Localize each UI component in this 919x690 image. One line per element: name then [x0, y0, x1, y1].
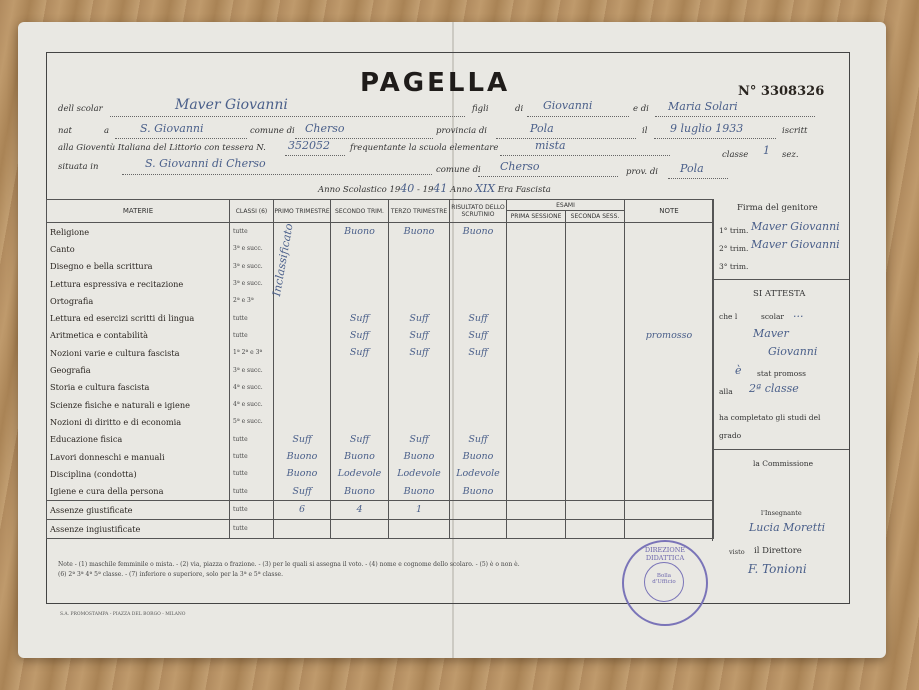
- label-e-di: e di: [633, 104, 649, 114]
- exam-second-session-cell: [566, 258, 625, 275]
- second-term-cell: Suff: [331, 431, 389, 448]
- label-comune-di: comune di: [250, 126, 295, 136]
- exam-second-session-cell: [566, 223, 625, 241]
- exam-second-session-cell: [566, 413, 625, 430]
- table-row: [47, 361, 714, 378]
- absence-note-cell: [625, 519, 714, 538]
- exam-first-session-cell: [507, 258, 566, 275]
- tessera-number: 352052: [288, 139, 330, 152]
- note-cell: [625, 344, 714, 361]
- first-term-vertical-note: Inclassificato: [270, 222, 296, 298]
- absence-row: [47, 500, 714, 519]
- label-frequentante: frequentante la scuola elementare: [350, 143, 499, 153]
- classes-cell: 4ª e succ.: [230, 379, 274, 396]
- table-row: [47, 344, 714, 361]
- note-cell: [625, 431, 714, 448]
- second-term-cell: Buono: [331, 448, 389, 465]
- subject-cell: Lettura espressiva e recitazione: [47, 275, 230, 292]
- absence-classes-cell: tutte: [230, 500, 274, 519]
- exam-first-session-cell: [507, 275, 566, 292]
- absence-t3-cell: [389, 519, 450, 538]
- header-materie: MATERIE: [47, 200, 230, 223]
- third-term-cell: [389, 413, 450, 430]
- absence-label-cell: Assenze ingiustificate: [47, 519, 230, 538]
- page-title: PAGELLA: [360, 68, 511, 98]
- first-term-cell: Suff: [274, 431, 331, 448]
- subject-cell: Educazione fisica: [47, 431, 230, 448]
- table-row: [47, 327, 714, 344]
- third-term-cell: [389, 275, 450, 292]
- third-term-cell: [389, 379, 450, 396]
- table-row: [47, 258, 714, 275]
- exam-first-session-cell: [507, 292, 566, 309]
- first-term-cell: [274, 344, 331, 361]
- second-term-cell: [331, 258, 389, 275]
- exam-first-session-cell: [507, 361, 566, 378]
- result-cell: Buono: [450, 448, 507, 465]
- subject-cell: Aritmetica e contabilità: [47, 327, 230, 344]
- second-term-cell: [331, 361, 389, 378]
- label-sez: sez.: [782, 150, 799, 160]
- table-row: [47, 275, 714, 292]
- header-esami: ESAMI: [507, 200, 625, 211]
- exam-first-session-cell: [507, 413, 566, 430]
- parent-signature-1: Maver Giovanni: [751, 220, 840, 233]
- commissione-label: la Commissione: [753, 459, 814, 468]
- table-row: [47, 309, 714, 326]
- subject-cell: Ortografia: [47, 292, 230, 309]
- exam-second-session-cell: [566, 465, 625, 482]
- third-term-cell: Buono: [389, 223, 450, 241]
- table-row: [47, 223, 714, 241]
- second-term-cell: [331, 275, 389, 292]
- note-cell: [625, 309, 714, 326]
- note-cell: [625, 361, 714, 378]
- province: Pola: [530, 122, 554, 135]
- subject-cell: Canto: [47, 240, 230, 257]
- absence-row: [47, 519, 714, 538]
- father-name: Giovanni: [543, 99, 593, 112]
- result-cell: Lodevole: [450, 465, 507, 482]
- insegnante-label: l'Insegnante: [761, 509, 802, 517]
- subject-cell: Geografia: [47, 361, 230, 378]
- stat-label: stat promoss: [757, 369, 806, 378]
- result-cell: Buono: [450, 223, 507, 241]
- absence-result-cell: [450, 500, 507, 519]
- stat-hw: è: [735, 364, 742, 377]
- parent-signature-2: Maver Giovanni: [751, 238, 840, 251]
- label-figli: figli: [472, 104, 489, 114]
- note-cell: [625, 379, 714, 396]
- result-cell: [450, 292, 507, 309]
- note-cell: [625, 413, 714, 430]
- footnotes: Note - (1) maschile femminile o mista. - (2) via, piazza o frazione. - (3) per le quali si assegna il voto. - (4) nome e cognome dello scolaro. - (5) è o non è. (6) 2ª 3ª 4ª 5ª classe. - (7) inferiore o superiore, solo per la 3ª e 5ª classe.: [58, 561, 520, 578]
- serial-number: N° 3308326: [738, 84, 825, 99]
- third-term-cell: Suff: [389, 309, 450, 326]
- alla-label: alla: [719, 387, 733, 396]
- second-term-cell: [331, 240, 389, 257]
- first-term-cell: [274, 361, 331, 378]
- result-cell: [450, 275, 507, 292]
- absence-exam1-cell: [507, 500, 566, 519]
- second-term-cell: [331, 292, 389, 309]
- third-term-cell: Suff: [389, 327, 450, 344]
- classes-cell: tutte: [230, 465, 274, 482]
- note-cell: [625, 223, 714, 241]
- second-term-cell: Buono: [331, 482, 389, 500]
- second-term-cell: Suff: [331, 327, 389, 344]
- subject-cell: Nozioni di diritto e di economia: [47, 413, 230, 430]
- absence-exam1-cell: [507, 519, 566, 538]
- note-cell: [625, 240, 714, 257]
- school-year-line: Anno Scolastico 1940 - 1941 Anno XIX Era Fascista: [318, 182, 551, 195]
- location-prov: Pola: [680, 162, 704, 175]
- second-term-cell: Lodevole: [331, 465, 389, 482]
- classes-cell: 4ª e succ.: [230, 396, 274, 413]
- exam-second-session-cell: [566, 240, 625, 257]
- third-term-cell: Buono: [389, 482, 450, 500]
- first-term-cell: Suff: [274, 482, 331, 500]
- exam-second-session-cell: [566, 309, 625, 326]
- table-row: [47, 465, 714, 482]
- scolar-hw: ...: [793, 307, 804, 320]
- exam-first-session-cell: [507, 309, 566, 326]
- third-term-cell: [389, 258, 450, 275]
- insegnante-signature: Lucia Moretti: [749, 521, 826, 534]
- result-cell: Suff: [450, 327, 507, 344]
- third-term-cell: [389, 361, 450, 378]
- table-row: [47, 482, 714, 500]
- label-provincia-di: provincia di: [436, 126, 488, 136]
- first-term-cell: Buono: [274, 465, 331, 482]
- header-secondo: SECONDO TRIM.: [331, 200, 389, 223]
- header-note: NOTE: [625, 200, 714, 223]
- exam-second-session-cell: [566, 344, 625, 361]
- absence-note-cell: [625, 500, 714, 519]
- label-nat: nat: [58, 126, 72, 136]
- side-panel: [712, 199, 849, 541]
- label-classe: classe: [722, 150, 749, 160]
- subject-cell: Nozioni varie e cultura fascista: [47, 344, 230, 361]
- student-name: Maver Giovanni: [175, 97, 288, 113]
- third-term-cell: [389, 396, 450, 413]
- exam-second-session-cell: [566, 448, 625, 465]
- mother-name: Maria Solari: [668, 100, 738, 113]
- exam-first-session-cell: [507, 448, 566, 465]
- trim3-label: 3° trim.: [719, 262, 749, 271]
- result-cell: [450, 379, 507, 396]
- alla-hw: 2ª classe: [749, 382, 799, 395]
- header-seconda-sess: SECONDA SESS.: [566, 211, 625, 223]
- third-term-cell: Buono: [389, 448, 450, 465]
- official-stamp: DIREZIONE DIDATTICA Bolla d'Ufficio: [622, 540, 708, 626]
- note-cell: [625, 292, 714, 309]
- header-classi: CLASSI (6): [230, 200, 274, 223]
- classes-cell: 3ª e succ.: [230, 361, 274, 378]
- exam-first-session-cell: [507, 431, 566, 448]
- exam-first-session-cell: [507, 379, 566, 396]
- classes-cell: 3ª e succ.: [230, 258, 274, 275]
- attest-surname: Maver: [753, 327, 789, 340]
- label-a: a: [104, 126, 110, 136]
- table-row: [47, 448, 714, 465]
- exam-second-session-cell: [566, 275, 625, 292]
- exam-first-session-cell: [507, 465, 566, 482]
- label-comune-di-2: comune di: [436, 165, 481, 175]
- exam-first-session-cell: [507, 223, 566, 241]
- note-cell: [625, 482, 714, 500]
- header-prima-sessione: PRIMA SESSIONE: [507, 211, 566, 223]
- header-terzo: TERZO TRIMESTRE: [389, 200, 450, 223]
- first-term-cell: [274, 396, 331, 413]
- exam-second-session-cell: [566, 379, 625, 396]
- third-term-cell: [389, 240, 450, 257]
- scolar-label: scolar: [761, 312, 785, 321]
- subject-cell: Igiene e cura della persona: [47, 482, 230, 500]
- classes-cell: tutte: [230, 327, 274, 344]
- result-cell: [450, 361, 507, 378]
- absence-t3-cell: 1: [389, 500, 450, 519]
- label-di: di: [515, 104, 524, 114]
- table-row: [47, 292, 714, 309]
- che-label: che l: [719, 312, 738, 321]
- absence-t1-cell: 6: [274, 500, 331, 519]
- classes-cell: 3ª e succ.: [230, 275, 274, 292]
- classes-cell: 2ª e 3ª: [230, 292, 274, 309]
- classes-cell: tutte: [230, 223, 274, 241]
- table-row: [47, 240, 714, 257]
- note-cell: [625, 448, 714, 465]
- first-term-cell: [274, 413, 331, 430]
- birth-comune: Cherso: [305, 122, 345, 135]
- classes-cell: 1ª 2ª e 3ª: [230, 344, 274, 361]
- first-term-cell: [274, 327, 331, 344]
- label-iscritt: iscritt: [782, 126, 808, 136]
- third-term-cell: Lodevole: [389, 465, 450, 482]
- classes-cell: 3ª e succ.: [230, 240, 274, 257]
- absence-exam2-cell: [566, 500, 625, 519]
- absence-t2-cell: [331, 519, 389, 538]
- printer-credit: S.A. PROMOSTAMPA - PIAZZA DEL BORGO - MILANO: [60, 612, 186, 617]
- classes-cell: tutte: [230, 482, 274, 500]
- note-cell: [625, 396, 714, 413]
- table-row: [47, 431, 714, 448]
- trim1-label: 1° trim.: [719, 226, 749, 235]
- birthdate: 9 luglio 1933: [670, 122, 744, 135]
- result-cell: Suff: [450, 344, 507, 361]
- visto-label: visto: [729, 548, 745, 556]
- first-term-cell: [274, 309, 331, 326]
- note-cell: [625, 258, 714, 275]
- absence-exam2-cell: [566, 519, 625, 538]
- result-cell: [450, 413, 507, 430]
- classes-cell: tutte: [230, 309, 274, 326]
- school-type: mista: [535, 139, 566, 152]
- second-term-cell: Suff: [331, 309, 389, 326]
- table-row: [47, 379, 714, 396]
- absence-classes-cell: tutte: [230, 519, 274, 538]
- grades-table: [46, 199, 714, 539]
- header-risultato: RISULTATO DELLO SCRUTINIO: [450, 200, 507, 223]
- second-term-cell: [331, 413, 389, 430]
- absence-label-cell: Assenze giustificate: [47, 500, 230, 519]
- absence-t1-cell: [274, 519, 331, 538]
- exam-second-session-cell: [566, 482, 625, 500]
- attest-name: Giovanni: [768, 345, 818, 358]
- classes-cell: tutte: [230, 431, 274, 448]
- subject-cell: Disciplina (condotta): [47, 465, 230, 482]
- grado-label: grado: [719, 431, 742, 440]
- result-cell: [450, 240, 507, 257]
- exam-first-session-cell: [507, 240, 566, 257]
- exam-first-session-cell: [507, 327, 566, 344]
- si-attesta-section: [713, 279, 849, 280]
- firma-title: Firma del genitore: [737, 203, 818, 213]
- header-primo: PRIMO TRIMESTRE: [274, 200, 331, 223]
- ha-completato-label: ha completato gli studi del: [719, 413, 821, 422]
- subject-cell: Disegno e bella scrittura: [47, 258, 230, 275]
- third-term-cell: Suff: [389, 431, 450, 448]
- school-location: S. Giovanni di Cherso: [145, 157, 266, 170]
- label-situata: situata in: [58, 162, 99, 172]
- third-term-cell: Suff: [389, 344, 450, 361]
- exam-first-session-cell: [507, 344, 566, 361]
- commissione-section: [713, 449, 849, 450]
- note-cell: [625, 275, 714, 292]
- note-cell: promosso: [625, 327, 714, 344]
- label-prov-di: prov. di: [626, 167, 658, 177]
- result-cell: [450, 396, 507, 413]
- third-term-cell: [389, 292, 450, 309]
- subject-cell: Lettura ed esercizi scritti di lingua: [47, 309, 230, 326]
- note-cell: [625, 465, 714, 482]
- location-comune: Cherso: [500, 160, 540, 173]
- direttore-signature: F. Tonioni: [748, 562, 807, 576]
- first-term-cell: [274, 379, 331, 396]
- table-row: [47, 396, 714, 413]
- classes-cell: tutte: [230, 448, 274, 465]
- second-term-cell: [331, 396, 389, 413]
- second-term-cell: Buono: [331, 223, 389, 241]
- subject-cell: Lavori donneschi e manuali: [47, 448, 230, 465]
- absence-t2-cell: 4: [331, 500, 389, 519]
- exam-second-session-cell: [566, 292, 625, 309]
- exam-first-session-cell: [507, 396, 566, 413]
- exam-second-session-cell: [566, 327, 625, 344]
- label-gioventu: alla Gioventù Italiana del Littorio con tessera N.: [58, 143, 266, 153]
- exam-first-session-cell: [507, 482, 566, 500]
- first-term-cell: Buono: [274, 448, 331, 465]
- result-cell: Suff: [450, 431, 507, 448]
- label-dello-scolaro: dell scolar: [58, 104, 103, 114]
- classe-value: 1: [763, 144, 770, 157]
- label-il: il: [642, 126, 648, 136]
- exam-second-session-cell: [566, 396, 625, 413]
- second-term-cell: Suff: [331, 344, 389, 361]
- direttore-label: il Direttore: [754, 546, 802, 556]
- result-cell: Buono: [450, 482, 507, 500]
- subject-cell: Religione: [47, 223, 230, 241]
- trim2-label: 2° trim.: [719, 244, 749, 253]
- classes-cell: 5ª e succ.: [230, 413, 274, 430]
- exam-second-session-cell: [566, 431, 625, 448]
- subject-cell: Storia e cultura fascista: [47, 379, 230, 396]
- absence-result-cell: [450, 519, 507, 538]
- birthplace: S. Giovanni: [140, 122, 204, 135]
- result-cell: Suff: [450, 309, 507, 326]
- table-row: [47, 413, 714, 430]
- result-cell: [450, 258, 507, 275]
- subject-cell: Scienze fisiche e naturali e igiene: [47, 396, 230, 413]
- second-term-cell: [331, 379, 389, 396]
- si-attesta-title: SI ATTESTA: [753, 289, 806, 299]
- exam-second-session-cell: [566, 361, 625, 378]
